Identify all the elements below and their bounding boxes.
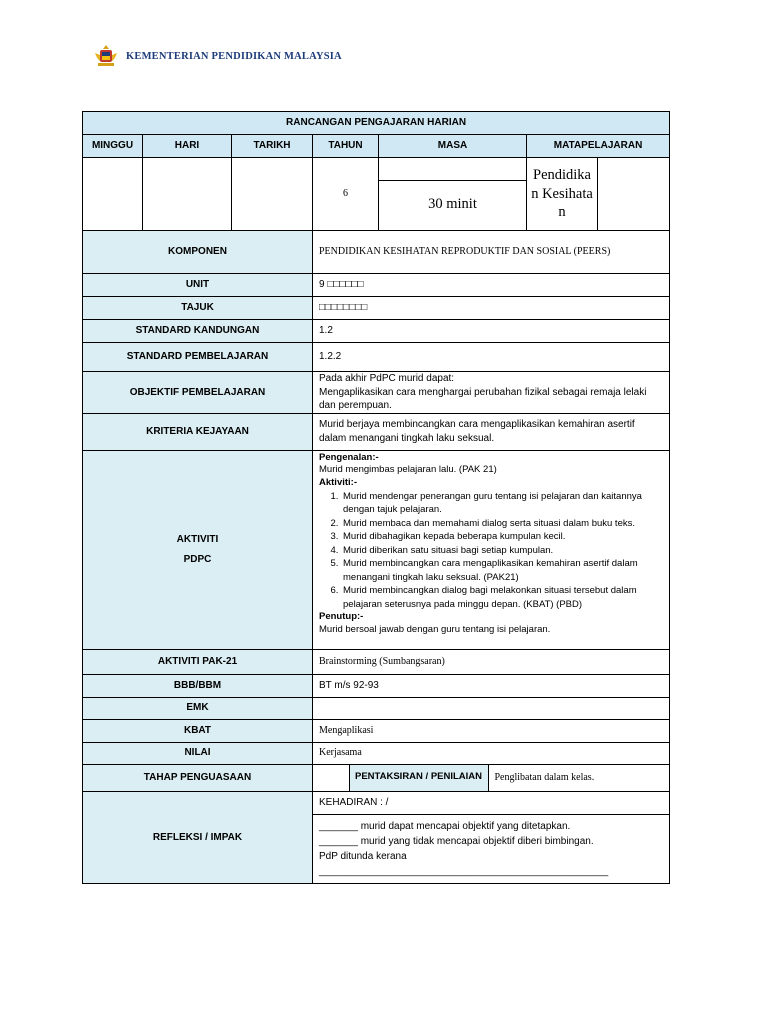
kehadiran-value[interactable]: KEHADIRAN : / [313,792,669,815]
value-masa[interactable]: 30 minit [428,196,477,213]
malaysia-crest-icon [92,43,120,69]
unit-label: UNIT [83,274,313,297]
objektif-value [313,372,670,414]
tajuk-row [83,297,670,320]
list-item: 5. Murid membincangkan cara mengaplikasikan kemahiran asertif dalam menangani tingkah laku seksual. (PAK21) [341,557,663,584]
komponen-row [83,231,670,274]
aktiviti-label-line-1: AKTIVITI [176,534,219,545]
penutup-heading: Penutup:- [319,611,364,623]
col-hari: HARI [143,135,232,158]
col-tahun: TAHUN [313,135,379,158]
kbat-row [83,719,670,742]
value-extra[interactable] [598,158,670,231]
title-row [83,112,670,135]
lesson-plan-table [82,111,670,884]
aktiviti-content [313,450,670,649]
pak21-row [83,649,670,674]
komponen-label: KOMPONEN [83,231,313,274]
refleksi-content [313,791,670,884]
aktiviti-heading: Aktiviti:- [319,477,357,489]
value-matapelajaran[interactable]: Pendidikan Kesihatan [527,158,598,231]
col-minggu: MINGGU [83,135,143,158]
masa-top-value[interactable] [379,158,526,180]
kbat-value: Mengaplikasi [313,719,670,742]
col-matapelajaran: MATAPELAJARAN [527,135,670,158]
pentaksiran-value: Penglibatan dalam kelas. [494,771,595,783]
list-item: 1. Murid mendengar penerangan guru tentang isi pelajaran dan kaitannya dengan tajuk pelajaran. [341,490,663,517]
pak21-label: AKTIVITI PAK-21 [83,649,313,674]
standard-pembelajaran-value: 1.2.2 [313,343,670,372]
pak21-value: Brainstorming (Sumbangsaran) [313,649,670,674]
nilai-label: NILAI [83,742,313,764]
ministry-name: KEMENTERIAN PENDIDIKAN MALAYSIA [126,50,342,62]
table-title: RANCANGAN PENGAJARAN HARIAN [83,112,670,135]
bbb-row [83,674,670,697]
komponen-value: PENDIDIKAN KESIHATAN REPRODUKTIF DAN SOSIAL (PEERS) [313,231,670,274]
list-item: 3. Murid dibahagikan kepada beberapa kumpulan kecil. [341,530,663,543]
tajuk-value: □□□□□□□□ [313,297,670,320]
tahap-label: TAHAP PENGUASAAN [83,764,313,791]
penutup-text: Murid bersoal jawab dengan guru tentang isi pelajaran. [319,624,551,636]
tajuk-label: TAJUK [83,297,313,320]
pentaksiran-label: PENTAKSIRAN / PENILAIAN [349,765,488,791]
col-tarikh: TARIKH [232,135,313,158]
tahap-row [83,764,670,791]
emk-label: EMK [83,697,313,719]
refleksi-line-2[interactable]: _______ murid yang tidak mencapai objektif diberi bimbingan. [319,836,594,847]
pengenalan-text: Murid mengimbas pelajaran lalu. (PAK 21) [319,464,497,476]
aktiviti-label-line-2: PDPC [183,553,212,565]
objektif-label: OBJEKTIF PEMBELAJARAN [83,372,313,414]
masa-cell [379,158,527,231]
refleksi-row [83,791,670,884]
standard-kandungan-label: STANDARD KANDUNGAN [83,320,313,343]
refleksi-notes [313,815,669,884]
refleksi-line-3[interactable]: PdP ditunda kerana ____________________________________________________ [319,851,609,877]
standard-pembelajaran-row [83,343,670,372]
list-item: 2. Murid membaca dan memahami dialog serta situasi dalam buku teks. [341,517,663,530]
kbat-label: KBAT [83,719,313,742]
value-hari[interactable] [143,158,232,231]
objektif-row [83,372,670,414]
nilai-value: Kerjasama [313,742,670,764]
kriteria-label: KRITERIA KEJAYAAN [83,413,313,450]
kriteria-value: Murid berjaya membincangkan cara mengaplikasikan kemahiran asertif dalam menangani tingkah laku seksual. [313,413,670,450]
bbb-value: BT m/s 92-93 [313,674,670,697]
unit-value: 9 □□□□□□ [313,274,670,297]
standard-kandungan-value: 1.2 [313,320,670,343]
value-minggu[interactable] [83,158,143,231]
bbb-label: BBB/BBM [83,674,313,697]
column-header-row [83,135,670,158]
refleksi-line-1[interactable]: _______ murid dapat mencapai objektif yang ditetapkan. [319,821,571,832]
tahap-value[interactable] [313,765,349,791]
aktiviti-label [83,450,313,649]
objektif-line-1: Pada akhir PdPC murid dapat: [319,373,455,384]
emk-value [313,697,670,719]
tahap-content [313,764,670,791]
aktiviti-row [83,450,670,649]
emk-row [83,697,670,719]
col-masa: MASA [379,135,527,158]
ministry-header [92,42,342,70]
standard-pembelajaran-label: STANDARD PEMBELAJARAN [83,343,313,372]
aktiviti-steps [319,490,663,611]
refleksi-label: REFLEKSI / IMPAK [83,791,313,884]
unit-row [83,274,670,297]
value-tahun[interactable]: 6 [313,158,379,231]
objektif-line-2: Mengaplikasikan cara menghargai perubahan fizikal sebagai remaja lelaki dan perempuan. [319,386,647,411]
standard-kandungan-row [83,320,670,343]
value-tarikh[interactable] [232,158,313,231]
list-item: 4. Murid diberikan satu situasi bagi setiap kumpulan. [341,544,663,557]
list-item: 6. Murid membincangkan dialog bagi melakonkan situasi tersebut dalam pelajaran seterusnya pada minggu depan. (KBAT) (PBD) [341,584,663,611]
kriteria-row [83,413,670,450]
pengenalan-heading: Pengenalan:- [319,451,379,463]
nilai-row [83,742,670,764]
values-row [83,158,670,231]
